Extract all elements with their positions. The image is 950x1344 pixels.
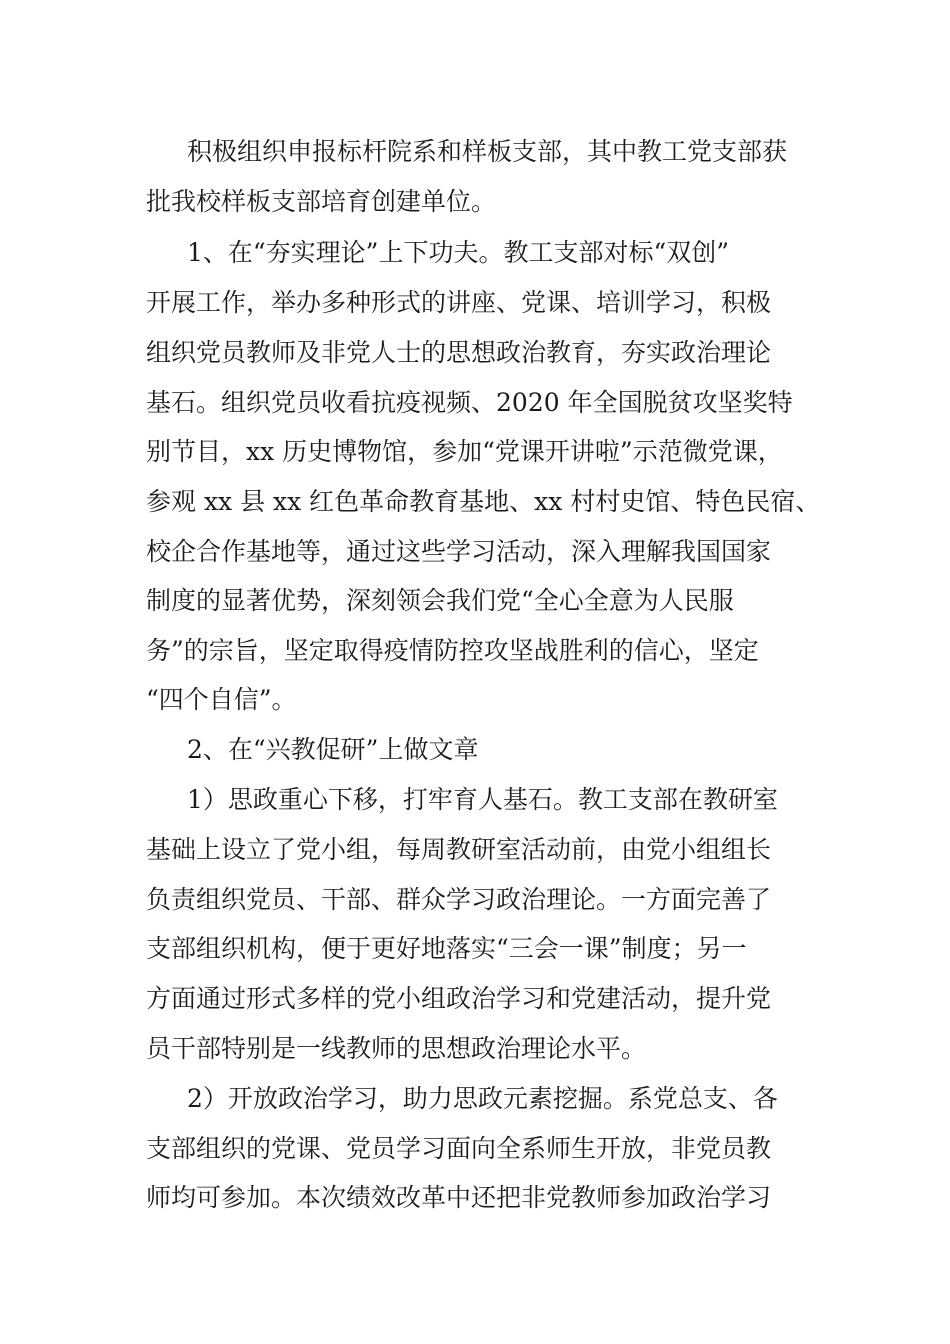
paragraph-line: 基础上设立了党小组，每周教研室活动前，由党小组组长 — [146, 835, 772, 864]
paragraph-line: 组织党员教师及非党人士的思想政治教育，夯实政治理论 — [146, 338, 772, 367]
paragraph-line: 别节目，xx 历史博物馆，参加“党课开讲啦”示范微党课， — [146, 437, 783, 466]
paragraph-line: 支部组织的党课、党员学习面向全系师生开放，非党员教 — [146, 1134, 772, 1163]
paragraph-line: 1、在“夯实理论”上下功夫。教工支部对标“双创” — [187, 238, 730, 267]
paragraph-line: 务”的宗旨，坚定取得疫情防控攻坚战胜利的信心，坚定 — [146, 636, 759, 665]
paragraph-line: 负责组织党员、干部、群众学习政治理论。一方面完善了 — [146, 885, 772, 914]
paragraph-line: 校企合作基地等，通过这些学习活动，深入理解我国国家 — [146, 537, 772, 566]
paragraph-line: 参观 xx 县 xx 红色革命教育基地、xx 村村史馆、特色民宿、 — [146, 487, 821, 516]
paragraph-line: 基石。组织党员收看抗疫视频、2020 年全国脱贫攻坚奖特 — [146, 388, 793, 417]
paragraph-line: 批我校样板支部培育创建单位。 — [146, 187, 497, 216]
paragraph-line: 制度的显著优势，深刻领会我们党“全心全意为人民服 — [146, 586, 734, 615]
paragraph-line: 积极组织申报标杆院系和样板支部，其中教工党支部获 — [187, 137, 788, 166]
paragraph-line: 2）开放政治学习，助力思政元素挖掘。系党总支、各 — [187, 1084, 778, 1113]
paragraph-line: 开展工作，举办多种形式的讲座、党课、培训学习，积极 — [146, 288, 772, 317]
paragraph-line: 师均可参加。本次绩效改革中还把非党教师参加政治学习 — [146, 1183, 772, 1212]
paragraph-line: 员干部特别是一线教师的思想政治理论水平。 — [146, 1034, 647, 1063]
paragraph-line: 1）思政重心下移，打牢育人基石。教工支部在教研室 — [187, 785, 778, 814]
paragraph-line: 支部组织机构，便于更好地落实“三会一课”制度；另一 — [146, 934, 747, 963]
paragraph-line: “四个自信”。 — [146, 685, 297, 714]
paragraph-line: 方面通过形式多样的党小组政治学习和党建活动，提升党 — [146, 984, 772, 1013]
section-heading: 2、在“兴教促研”上做文章 — [187, 735, 479, 764]
